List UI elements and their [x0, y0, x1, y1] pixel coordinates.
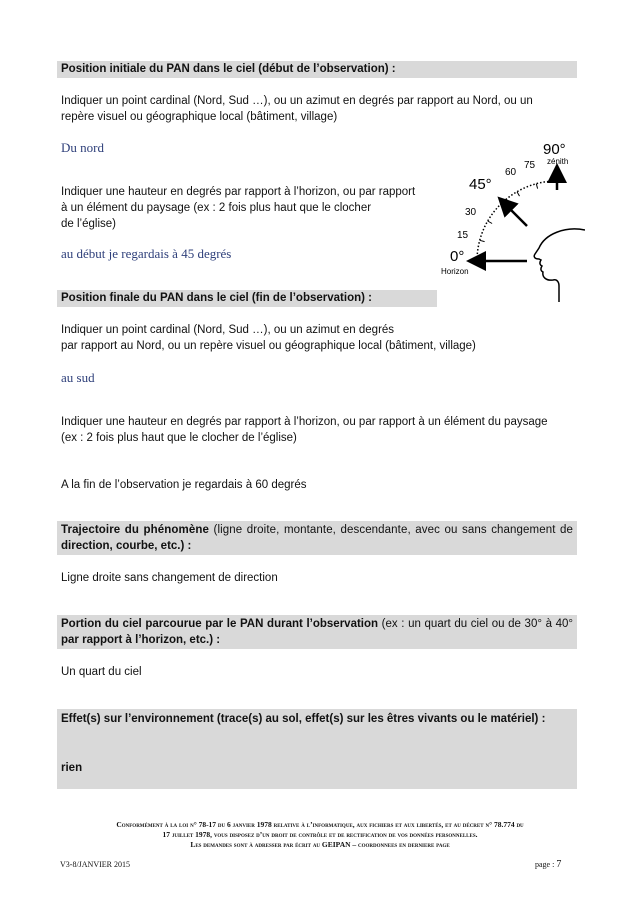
document-version: V3-8/JANVIER 2015 — [60, 860, 130, 869]
final-position-header: Position finale du PAN dans le ciel (fin de l’observation) : — [57, 290, 437, 307]
angle-45-arrow — [501, 200, 527, 226]
final-height-instruction: Indiquer une hauteur en degrés par rapport à l’horizon, ou par rapport à un élément du paysage (ex : 2 fois plus haut que le clocher de l’église) — [61, 416, 548, 444]
elevation-arc — [477, 181, 557, 261]
initial-height-instruction: Indiquer une hauteur en degrés par rapport à l’horizon, ou par rapport à un élément du paysage (ex : 2 fois plus haut que le clocher de l’église) — [61, 186, 416, 230]
label-0-degrees: 0° — [450, 248, 465, 265]
effects-block — [57, 709, 577, 789]
final-azimuth-answer: au sud — [61, 370, 95, 385]
label-45-degrees: 45° — [469, 176, 492, 193]
tick-30 — [488, 221, 492, 224]
label-horizon: Horizon — [441, 267, 469, 276]
label-30: 30 — [465, 207, 477, 218]
label-90-degrees: 90° — [543, 141, 566, 158]
page-number: 7 — [556, 859, 562, 870]
tick-60 — [517, 192, 520, 196]
effects-header: Effet(s) sur l’environnement (trace(s) au sol, effet(s) sur les êtres vivants ou le matériel) : — [61, 713, 546, 725]
trajectory-answer: Ligne droite sans changement de direction — [61, 572, 278, 584]
label-zenith: zénith — [547, 157, 569, 166]
page-indicator: page : 7 — [535, 859, 562, 870]
final-azimuth-instruction: Indiquer un point cardinal (Nord, Sud …), ou un azimut en degrés par rapport au Nord, ou un repère visuel ou géographique local (bâtiment, village) — [61, 324, 476, 352]
label-15: 15 — [457, 230, 469, 241]
sky-portion-header: Portion du ciel parcourue par le PAN durant l’observation (ex : un quart du ciel ou de 30° à 40° par rapport à l’horizon, etc.) : — [57, 615, 577, 649]
effects-answer: rien — [61, 762, 83, 774]
label-75: 75 — [524, 160, 536, 171]
initial-height-answer: au début je regardais à 45 degrés — [61, 246, 232, 261]
label-60: 60 — [505, 167, 517, 178]
tick-45 — [500, 204, 504, 208]
final-height-answer: A la fin de l’observation je regardais à 60 degrés — [61, 479, 307, 491]
initial-position-header: Position initiale du PAN dans le ciel (début de l’observation) : — [57, 61, 577, 78]
legal-notice: Conformément à la loi n° 78-17 du 6 janvier 1978 relative à l’informatique, aux fichiers et aux libertés, et au décret n° 78.774 du 17 juillet 1978, vous disposez d’un droit de contrôle et de rectification de vos données personnelles. Les demandes sont à adresser par écrit au GEIPAN – coordonnees en derniere page — [116, 820, 524, 849]
trajectory-header: Trajectoire du phénomène (ligne droite, montante, descendante, avec ou sans changement de direction, courbe, etc.) : — [57, 521, 577, 555]
initial-azimuth-instruction: Indiquer un point cardinal (Nord, Sud …), ou un azimut en degrés par rapport au Nord, ou un repère visuel ou géographique local (bâtiment, village) — [61, 95, 533, 123]
tick-75 — [536, 184, 537, 189]
initial-azimuth-answer: Du nord — [61, 140, 104, 155]
sky-portion-answer: Un quart du ciel — [61, 666, 142, 678]
tick-15 — [480, 240, 485, 241]
head-silhouette — [534, 229, 585, 302]
elevation-diagram — [425, 130, 585, 305]
